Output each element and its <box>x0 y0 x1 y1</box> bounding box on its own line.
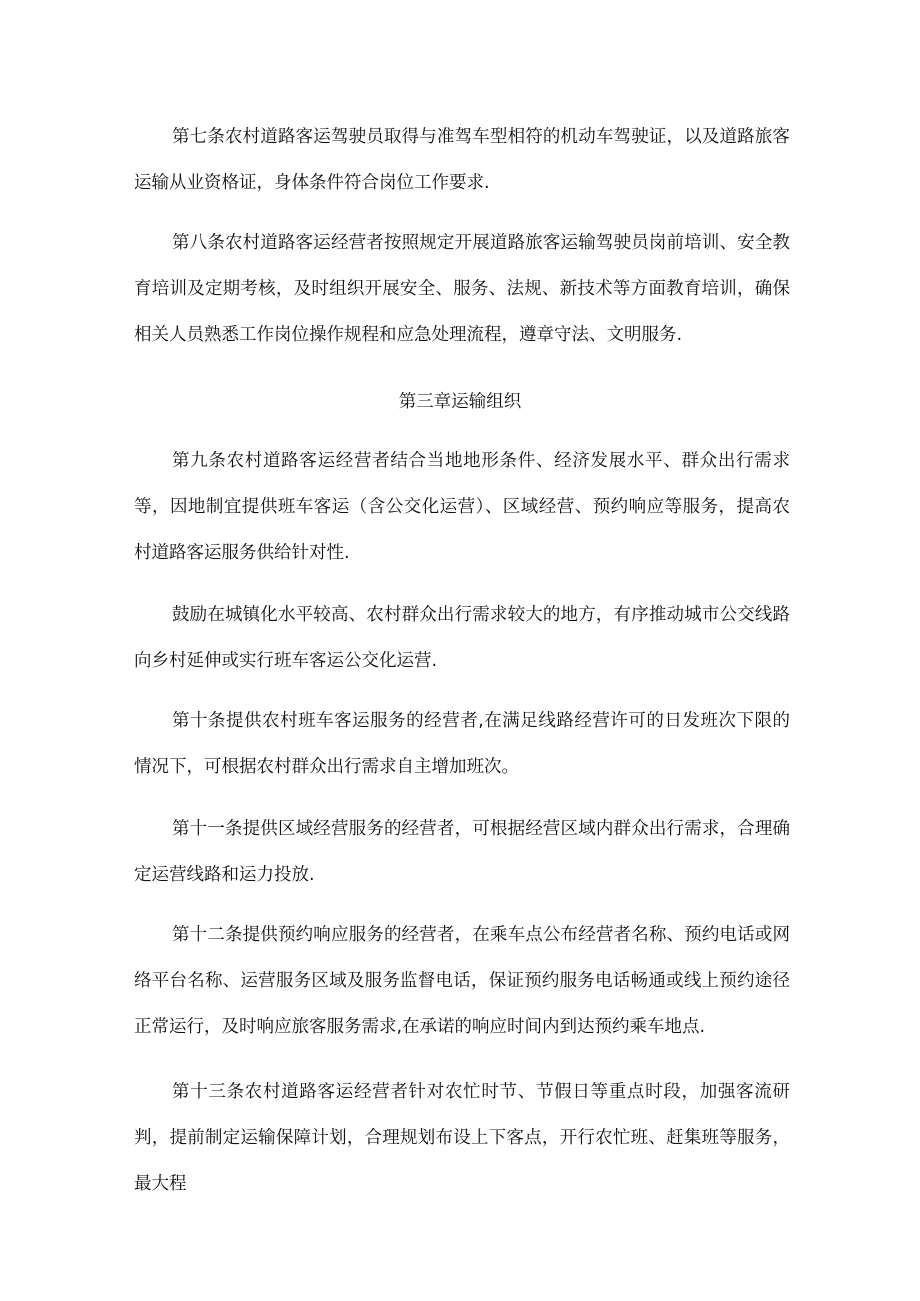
chapter-3-heading: 第三章运输组织 <box>398 392 522 412</box>
article-13-paragraph: 第十三条农村道路客运经营者针对农忙时节、节假日等重点时段，加强客流研判，提前制定运输保障计划，合理规划布设上下客点，开行农忙班、赶集班等服务，最大程 <box>134 1082 790 1194</box>
article-8-paragraph: 第八条农村道路客运经营者按照规定开展道路旅客运输驾驶员岗前培训、安全教育培训及定期考核，及时组织开展安全、服务、法规、新技术等方面教育培训，确保相关人员熟悉工作岗位操作规程和应急处理流程，遵章守法、文明服务. <box>134 233 790 345</box>
article-7-paragraph: 第七条农村道路客运驾驶员取得与准驾车型相符的机动车驾驶证，以及道路旅客运输从业资格证，身体条件符合岗位工作要求. <box>134 127 790 193</box>
article-10-paragraph: 第十条提供农村班车客运服务的经营者,在满足线路经营许可的日发班次下限的情况下，可根据农村群众出行需求自主增加班次。 <box>134 711 790 777</box>
article-9-paragraph: 第九条农村道路客运经营者结合当地地形条件、经济发展水平、群众出行需求等，因地制宜提供班车客运（含公交化运营）、区域经营、预约响应等服务，提高农村道路客运服务供给针对性. <box>134 451 790 563</box>
article-12-paragraph: 第十二条提供预约响应服务的经营者，在乘车点公布经营者名称、预约电话或网络平台名称、运营服务区域及服务监督电话，保证预约服务电话畅通或线上预约途径正常运行，及时响应旅客服务需求,在承诺的响应时间内到达预约乘车地点. <box>134 925 790 1037</box>
article-11-paragraph: 第十一条提供区域经营服务的经营者，可根据经营区域内群众出行需求，合理确定运营线路和运力投放. <box>134 819 790 885</box>
encouragement-paragraph: 鼓励在城镇化水平较高、农村群众出行需求较大的地方，有序推动城市公交线路向乡村延伸或实行班车客运公交化运营. <box>134 605 790 671</box>
